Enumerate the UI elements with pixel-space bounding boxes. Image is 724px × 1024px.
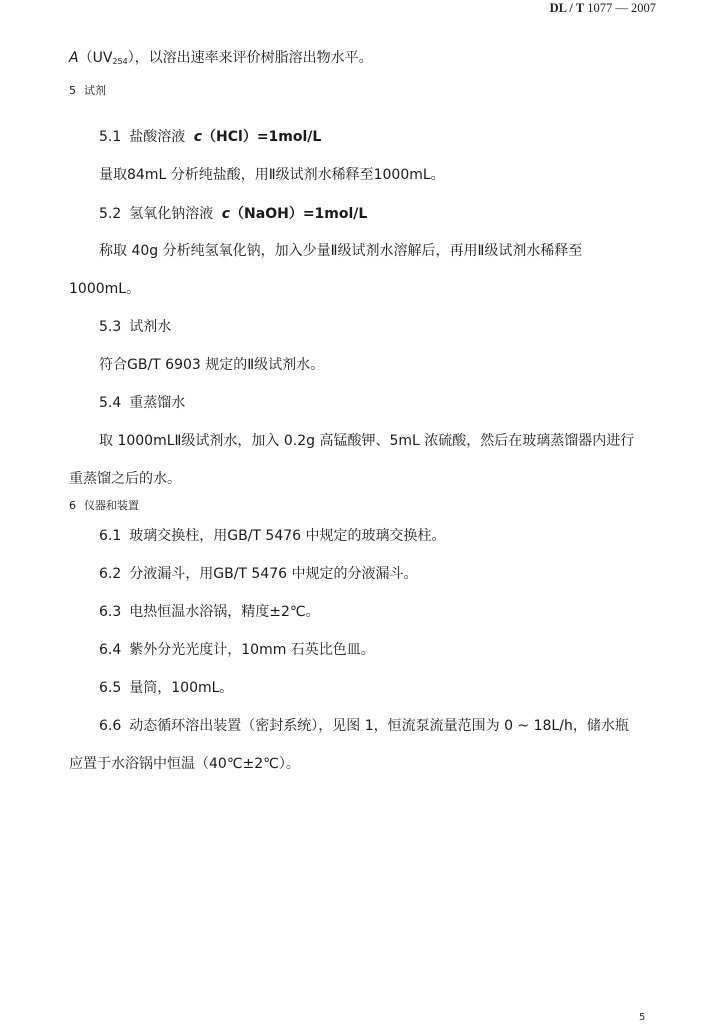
- item-text: 电热恒温水浴锅，精度±2℃。: [129, 604, 320, 620]
- item-5-2-heading: [99, 203, 367, 223]
- item-5-1-heading: [99, 126, 321, 146]
- item-number: 5.3: [99, 319, 122, 335]
- item-6-3: [99, 601, 320, 621]
- item-name: 盐酸溶液: [129, 129, 186, 145]
- item-text: 玻璃交换柱，用GB/T 5476 中规定的玻璃交换柱。: [129, 528, 446, 544]
- section-number: 6: [69, 499, 76, 512]
- item-6-6: [99, 715, 629, 735]
- item-number: 6.6: [99, 718, 122, 734]
- item-5-4-body-line1: 取 1000mLⅡ级试剂水，加入 0.2g 高锰酸钾、5mL 浓硫酸，然后在玻璃蒸馏器内进行: [99, 433, 635, 449]
- item-number: 6.4: [99, 642, 122, 658]
- section-number: 5: [69, 84, 76, 97]
- intro-subscript: 254: [112, 57, 128, 66]
- page-header: [550, 1, 656, 16]
- item-5-2-body-line2: 1000mL。: [69, 281, 141, 297]
- section-5-heading: [69, 82, 106, 98]
- formula: （NaOH）=1mol/L: [230, 206, 368, 222]
- item-name: 试剂水: [129, 319, 172, 335]
- intro-rest: ），以溶出速率来评价树脂溶出物水平。: [127, 50, 373, 66]
- item-number: 6.1: [99, 528, 122, 544]
- standard-number: 1077 — 2007: [587, 1, 656, 15]
- item-number: 6.3: [99, 604, 122, 620]
- item-number: 6.5: [99, 680, 122, 696]
- item-5-4-heading: [99, 392, 185, 412]
- symbol-a: A: [69, 50, 79, 66]
- item-text: 量筒，100mL。: [129, 680, 234, 696]
- item-number: 5.4: [99, 395, 122, 411]
- formula-variable: c: [193, 129, 203, 145]
- item-number: 5.2: [99, 206, 122, 222]
- item-5-3-body: 符合GB/T 6903 规定的Ⅱ级试剂水。: [99, 357, 325, 373]
- intro-line: [69, 47, 373, 67]
- item-6-1: [99, 525, 446, 545]
- item-5-2-body-line1: 称取 40g 分析纯氢氧化钠，加入少量Ⅱ级试剂水溶解后，再用Ⅱ级试剂水稀释至: [99, 243, 583, 259]
- section-title: 仪器和装置: [84, 499, 139, 512]
- item-5-1-body: 量取84mL 分析纯盐酸，用Ⅱ级试剂水稀释至1000mL。: [99, 167, 445, 183]
- item-5-3-heading: [99, 316, 171, 336]
- section-title: 试剂: [84, 84, 106, 97]
- formula: （HCl）=1mol/L: [202, 129, 322, 145]
- item-number: 6.2: [99, 566, 122, 582]
- intro-open: （UV: [78, 50, 113, 66]
- standard-code: DL / T: [549, 1, 585, 15]
- item-5-4-body-line2: 重蒸馏之后的水。: [69, 471, 181, 487]
- item-text: 动态循环溶出装置（密封系统），见图 1，恒流泵流量范围为 0 ~ 18L/h，储水瓶: [129, 718, 629, 734]
- item-text: 分液漏斗，用GB/T 5476 中规定的分液漏斗。: [129, 566, 418, 582]
- formula-variable: c: [221, 206, 231, 222]
- item-6-2: [99, 563, 418, 583]
- page-number: 5: [639, 1012, 646, 1023]
- item-6-5: [99, 677, 233, 697]
- section-6-heading: [69, 497, 139, 513]
- item-text: 紫外分光光度计，10mm 石英比色皿。: [129, 642, 375, 658]
- item-name: 氢氧化钠溶液: [129, 206, 214, 222]
- item-number: 5.1: [99, 129, 122, 145]
- item-name: 重蒸馏水: [129, 395, 186, 411]
- item-6-4: [99, 639, 375, 659]
- item-6-6-line2: 应置于水浴锅中恒温（40℃±2℃）。: [69, 756, 300, 772]
